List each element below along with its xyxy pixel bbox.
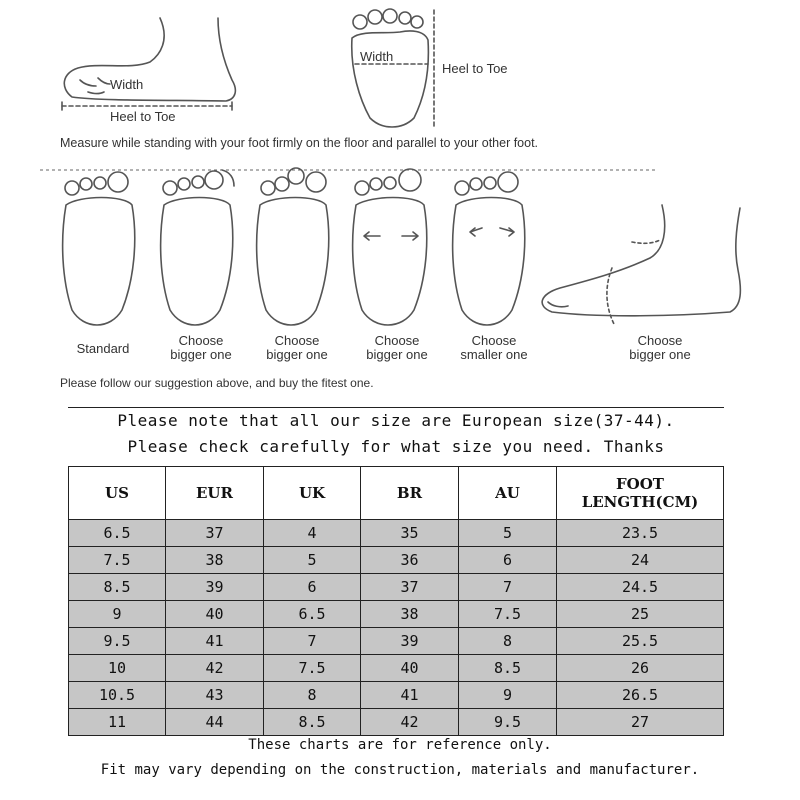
foot-bigger-1-icon <box>161 170 234 325</box>
size-table <box>68 466 724 736</box>
cell-uk: 8.5 <box>264 709 361 736</box>
cell-eur: 39 <box>166 574 264 601</box>
table-row <box>69 601 724 628</box>
side-heel-label: Heel to Toe <box>110 109 176 124</box>
cell-eur: 40 <box>166 601 264 628</box>
cell-us: 10.5 <box>69 682 166 709</box>
cell-br: 42 <box>361 709 459 736</box>
cell-us: 10 <box>69 655 166 682</box>
foot-label-smaller: Choose smaller one <box>460 333 528 362</box>
table-row <box>69 628 724 655</box>
cell-au: 8.5 <box>459 655 557 682</box>
notice-line-1: Please note that all our size are European size(37-44). <box>117 411 675 430</box>
top-heel-label: Heel to Toe <box>442 61 508 76</box>
table-row <box>69 655 724 682</box>
cell-uk: 6 <box>264 574 361 601</box>
cell-foot-length: 25 <box>557 601 724 628</box>
cell-au: 7.5 <box>459 601 557 628</box>
header-eur: EUR <box>166 467 264 520</box>
cell-br: 38 <box>361 601 459 628</box>
cell-au: 5 <box>459 520 557 547</box>
header-us: US <box>69 467 166 520</box>
cell-uk: 7.5 <box>264 655 361 682</box>
footer-line-2: Fit may vary depending on the construction, materials and manufacturer. <box>100 762 700 778</box>
cell-eur: 44 <box>166 709 264 736</box>
cell-au: 9 <box>459 682 557 709</box>
footer-line-1: These charts are for reference only. <box>248 737 552 753</box>
cell-eur: 43 <box>166 682 264 709</box>
cell-br: 36 <box>361 547 459 574</box>
foot-label-bigger-1: Choose bigger one <box>170 333 232 362</box>
cell-br: 35 <box>361 520 459 547</box>
side-width-label: Width <box>110 77 144 92</box>
notice-top-rule <box>68 407 724 408</box>
foot-instep-icon <box>542 205 740 324</box>
header-uk: UK <box>264 467 361 520</box>
cell-br: 39 <box>361 628 459 655</box>
foot-label-bigger-3: Choose bigger one <box>366 333 428 362</box>
measure-instruction: Measure while standing with your foot firmly on the floor and parallel to your other foot. <box>60 136 539 150</box>
foot-label-bigger-2: Choose bigger one <box>266 333 328 362</box>
notice-line-2: Please check carefully for what size you need. Thanks <box>127 437 665 456</box>
cell-foot-length: 25.5 <box>557 628 724 655</box>
foot-label-standard: Standard <box>76 341 130 356</box>
table-row <box>69 520 724 547</box>
cell-au: 6 <box>459 547 557 574</box>
header-br: BR <box>361 467 459 520</box>
table-row <box>69 574 724 601</box>
cell-us: 9.5 <box>69 628 166 655</box>
cell-uk: 6.5 <box>264 601 361 628</box>
foot-standard-icon <box>63 172 135 325</box>
cell-us: 8.5 <box>69 574 166 601</box>
cell-us: 9 <box>69 601 166 628</box>
side-view-foot-icon <box>62 18 235 110</box>
header-foot-length: FOOT LENGTH(CM) <box>557 467 724 520</box>
suggestion-text: Please follow our suggestion above, and buy the fitest one. <box>60 376 374 390</box>
cell-eur: 38 <box>166 547 264 574</box>
cell-us: 6.5 <box>69 520 166 547</box>
foot-bigger-2-icon <box>257 168 329 325</box>
cell-foot-length: 24 <box>557 547 724 574</box>
table-row <box>69 547 724 574</box>
cell-uk: 4 <box>264 520 361 547</box>
cell-au: 7 <box>459 574 557 601</box>
cell-uk: 7 <box>264 628 361 655</box>
cell-foot-length: 23.5 <box>557 520 724 547</box>
header-au: AU <box>459 467 557 520</box>
cell-br: 37 <box>361 574 459 601</box>
cell-au: 8 <box>459 628 557 655</box>
cell-foot-length: 24.5 <box>557 574 724 601</box>
size-table-header <box>69 467 724 520</box>
cell-br: 41 <box>361 682 459 709</box>
foot-smaller-icon <box>453 172 525 325</box>
table-row <box>69 709 724 736</box>
cell-us: 7.5 <box>69 547 166 574</box>
table-row <box>69 682 724 709</box>
cell-foot-length: 26 <box>557 655 724 682</box>
cell-uk: 5 <box>264 547 361 574</box>
foot-label-bigger-4: Choose bigger one <box>629 333 691 362</box>
cell-eur: 41 <box>166 628 264 655</box>
cell-eur: 37 <box>166 520 264 547</box>
cell-eur: 42 <box>166 655 264 682</box>
foot-bigger-3-icon <box>353 169 427 325</box>
cell-us: 11 <box>69 709 166 736</box>
cell-foot-length: 27 <box>557 709 724 736</box>
top-view-foot-icon <box>352 9 434 128</box>
top-width-label: Width <box>360 49 394 64</box>
cell-au: 9.5 <box>459 709 557 736</box>
cell-br: 40 <box>361 655 459 682</box>
cell-foot-length: 26.5 <box>557 682 724 709</box>
cell-uk: 8 <box>264 682 361 709</box>
